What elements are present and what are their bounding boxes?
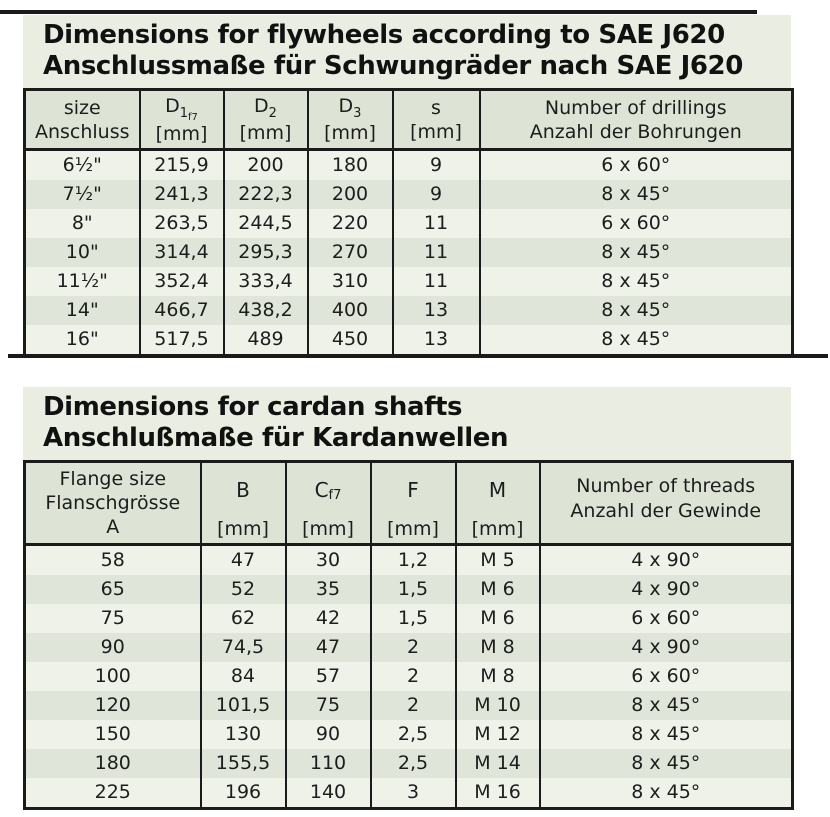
table-cell: 90 xyxy=(25,633,201,662)
table-cell: M 12 xyxy=(456,720,540,749)
table-row xyxy=(25,720,793,749)
table-row xyxy=(25,691,793,720)
unit-d3: [mm] xyxy=(324,122,376,144)
table-cell: 9 xyxy=(393,150,480,181)
table-cell: 16" xyxy=(25,325,140,354)
table-row xyxy=(25,575,793,604)
table-cell: 7½" xyxy=(25,180,140,209)
column-header-d3 xyxy=(308,90,393,150)
table-cell: M 8 xyxy=(456,633,540,662)
table-cell: 200 xyxy=(224,150,308,181)
table-cell: 8 x 45° xyxy=(480,296,793,325)
table-cell: M 6 xyxy=(456,604,540,633)
flywheel-header-row xyxy=(25,90,793,150)
table-cell: 11½" xyxy=(25,267,140,296)
table-cell: 6 x 60° xyxy=(480,150,793,181)
table-cell: 11 xyxy=(393,209,480,238)
unit-f: [mm] xyxy=(387,518,439,540)
symbol-d1: D xyxy=(165,94,180,117)
table-cell: 101,5 xyxy=(201,691,286,720)
header-threads-en: Number of threads xyxy=(576,474,756,497)
table-cell: 10" xyxy=(25,238,140,267)
table-cell: 100 xyxy=(25,662,201,691)
table-cell: 13 xyxy=(393,296,480,325)
flywheel-table-head xyxy=(25,90,793,150)
table-cell: 225 xyxy=(25,778,201,809)
table-cell: 57 xyxy=(286,662,371,691)
table-cell: 8" xyxy=(25,209,140,238)
table-cell: 438,2 xyxy=(224,296,308,325)
symbol-s: s xyxy=(431,96,441,119)
header-flange-de: Flanschgrösse xyxy=(45,492,181,514)
table-cell: 466,7 xyxy=(140,296,224,325)
unit-m: [mm] xyxy=(471,518,524,540)
symbol-d1-sub: 1 xyxy=(179,105,189,121)
column-header-d2 xyxy=(224,90,308,150)
table-row xyxy=(25,662,793,691)
table-cell: 3 xyxy=(371,778,456,809)
table-cell: 489 xyxy=(224,325,308,354)
unit-d1: [mm] xyxy=(155,122,208,145)
table-cell: 200 xyxy=(308,180,393,209)
column-header-size xyxy=(25,90,140,150)
table-cell: 6 x 60° xyxy=(540,604,793,633)
symbol-d1-subsub: f7 xyxy=(188,111,198,123)
table-cell: 241,3 xyxy=(140,180,224,209)
table-row xyxy=(25,238,793,267)
cardan-table-body xyxy=(25,545,793,809)
column-header-s xyxy=(393,90,480,150)
symbol-c-sub: f7 xyxy=(328,487,342,503)
table-cell: 333,4 xyxy=(224,267,308,296)
unit-b: [mm] xyxy=(217,518,269,540)
table-cell: 4 x 90° xyxy=(540,545,793,576)
table-cell: 84 xyxy=(201,662,286,691)
header-threads-de: Anzahl der Gewinde xyxy=(570,499,762,522)
column-header-m xyxy=(456,462,540,545)
flywheel-title-en: Dimensions for flywheels according to SAE J620 xyxy=(43,20,725,50)
table-cell: 150 xyxy=(25,720,201,749)
table-cell: 196 xyxy=(201,778,286,809)
unit-d2: [mm] xyxy=(239,122,292,144)
header-flange-en: Flange size xyxy=(59,468,167,490)
unit-c: [mm] xyxy=(302,518,354,540)
cardan-table-head xyxy=(25,462,793,545)
table-cell: 8 x 45° xyxy=(480,238,793,267)
table-cell: 222,3 xyxy=(224,180,308,209)
table-row xyxy=(25,150,793,181)
table-cell: 6 x 60° xyxy=(540,662,793,691)
column-header-threads xyxy=(540,462,793,545)
table-cell: 2 xyxy=(371,633,456,662)
table-cell: 58 xyxy=(25,545,201,576)
table-cell: 2,5 xyxy=(371,720,456,749)
table-cell: M 8 xyxy=(456,662,540,691)
table-cell: 11 xyxy=(393,238,480,267)
table-cell: 180 xyxy=(308,150,393,181)
table-cell: 13 xyxy=(393,325,480,354)
flywheel-table xyxy=(23,88,794,354)
header-drillings-en: Number of drillings xyxy=(544,96,727,119)
table-cell: 220 xyxy=(308,209,393,238)
table-cell: 244,5 xyxy=(224,209,308,238)
table-cell: 310 xyxy=(308,267,393,296)
table-cell: 155,5 xyxy=(201,749,286,778)
table-cell: M 10 xyxy=(456,691,540,720)
column-header-cf7 xyxy=(286,462,371,545)
symbol-d2-sub: 2 xyxy=(268,106,277,121)
table-cell: 517,5 xyxy=(140,325,224,354)
symbol-m: M xyxy=(488,478,507,502)
symbol-c: C xyxy=(314,478,329,502)
table-cell: 1,5 xyxy=(371,604,456,633)
table-cell: 6½" xyxy=(25,150,140,181)
flywheel-title-block xyxy=(23,15,791,88)
header-size-de: Anschluss xyxy=(34,120,130,143)
table-cell: 263,5 xyxy=(140,209,224,238)
header-drillings-de: Anzahl der Bohrungen xyxy=(529,120,742,143)
column-header-b xyxy=(201,462,286,545)
cardan-title-block xyxy=(23,387,791,460)
table-cell: 4 x 90° xyxy=(540,575,793,604)
table-cell: 75 xyxy=(25,604,201,633)
table-cell: 270 xyxy=(308,238,393,267)
table-cell: 8 x 45° xyxy=(540,778,793,809)
column-header-f xyxy=(371,462,456,545)
table-cell: 1,2 xyxy=(371,545,456,576)
table-cell: 30 xyxy=(286,545,371,576)
table-cell: 450 xyxy=(308,325,393,354)
table-cell: 140 xyxy=(286,778,371,809)
table-cell: 65 xyxy=(25,575,201,604)
table-cell: 215,9 xyxy=(140,150,224,181)
table-cell: 2 xyxy=(371,691,456,720)
table-row xyxy=(25,180,793,209)
header-flange-symbol: A xyxy=(106,516,120,538)
table-cell: 1,5 xyxy=(371,575,456,604)
table-cell: 47 xyxy=(201,545,286,576)
table-cell: 120 xyxy=(25,691,201,720)
table-cell: 130 xyxy=(201,720,286,749)
table-cell: 47 xyxy=(286,633,371,662)
column-header-d1f7 xyxy=(140,90,224,150)
symbol-d2: D xyxy=(254,95,269,117)
table-cell: 6 x 60° xyxy=(480,209,793,238)
table-row xyxy=(25,545,793,576)
table-cell: M 5 xyxy=(456,545,540,576)
table-cell: 74,5 xyxy=(201,633,286,662)
table-cell: 110 xyxy=(286,749,371,778)
table-cell: 8 x 45° xyxy=(540,720,793,749)
table-cell: 8 x 45° xyxy=(540,749,793,778)
symbol-f: F xyxy=(407,478,419,502)
table-cell: 90 xyxy=(286,720,371,749)
table-cell: 8 x 45° xyxy=(480,325,793,354)
cardan-table xyxy=(23,460,794,810)
table-cell: M 16 xyxy=(456,778,540,809)
table-row xyxy=(25,778,793,809)
table-row xyxy=(25,209,793,238)
table-row xyxy=(25,325,793,354)
table-cell: 352,4 xyxy=(140,267,224,296)
top-horizontal-rule xyxy=(0,10,757,14)
cardan-title-en: Dimensions for cardan shafts xyxy=(43,392,463,422)
table-cell: 62 xyxy=(201,604,286,633)
symbol-b: B xyxy=(236,478,250,502)
table-row xyxy=(25,604,793,633)
table-cell: 8 x 45° xyxy=(480,180,793,209)
table-cell: 35 xyxy=(286,575,371,604)
flywheel-title-de: Anschlussmaße für Schwungräder nach SAE J620 xyxy=(43,51,743,81)
table-row xyxy=(25,749,793,778)
table-cell: M 14 xyxy=(456,749,540,778)
table-cell: 4 x 90° xyxy=(540,633,793,662)
column-header-flange-size xyxy=(25,462,201,545)
table-cell: 2 xyxy=(371,662,456,691)
table-cell: 8 x 45° xyxy=(540,691,793,720)
section-gap xyxy=(0,358,830,386)
table-cell: M 6 xyxy=(456,575,540,604)
cardan-header-row xyxy=(25,462,793,545)
table-cell: 400 xyxy=(308,296,393,325)
table-cell: 75 xyxy=(286,691,371,720)
table-cell: 52 xyxy=(201,575,286,604)
flywheel-table-body xyxy=(25,150,793,355)
symbol-d3: D xyxy=(338,95,354,117)
table-cell: 9 xyxy=(393,180,480,209)
table-cell: 295,3 xyxy=(224,238,308,267)
table-cell: 314,4 xyxy=(140,238,224,267)
table-cell: 2,5 xyxy=(371,749,456,778)
symbol-d3-sub: 3 xyxy=(353,106,362,121)
table-cell: 180 xyxy=(25,749,201,778)
table-row xyxy=(25,267,793,296)
table-row xyxy=(25,633,793,662)
column-header-drillings xyxy=(480,90,793,150)
table-row xyxy=(25,296,793,325)
table-cell: 11 xyxy=(393,267,480,296)
table-cell: 8 x 45° xyxy=(480,267,793,296)
header-size-en: size xyxy=(63,96,101,119)
cardan-title-de: Anschlußmaße für Kardanwellen xyxy=(43,423,509,453)
table-cell: 14" xyxy=(25,296,140,325)
table-cell: 42 xyxy=(286,604,371,633)
unit-s: [mm] xyxy=(410,120,462,143)
